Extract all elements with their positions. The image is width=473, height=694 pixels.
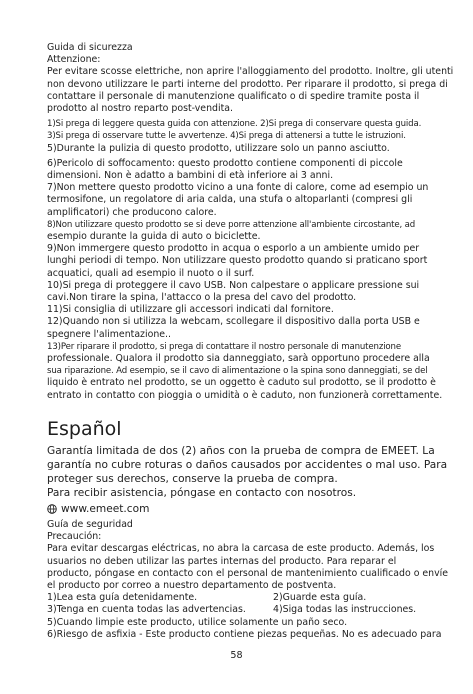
it-item-12-line: 12)Quando non si utilizza la webcam, scollegare il dispositivo dalla porta USB e — [47, 316, 420, 328]
es-instruction-6: 6)Riesgo de asfixia - Este producto contiene piezas pequeñas. No es adecuado para — [47, 628, 442, 640]
it-instruction-3-4: 3)Si prega di osservare tutte le avvertenze. 4)Si prega di attenersi a tutte le istruzioni. — [47, 131, 406, 142]
es-warranty — [47, 444, 448, 500]
text-line: prodotto al nostro reparto post-vendita. — [47, 103, 233, 115]
es-instruction-1: 1)Lea esta guía detenidamente. — [47, 592, 198, 604]
it-item-13-line: liquido è entrato nel prodotto, se un oggetto è caduto sul prodotto, se il prodotto è — [47, 377, 436, 389]
it-item-13-line: entrato in contatto con pioggia o umidità o è caduto, non funzionerà correttamente. — [47, 389, 443, 401]
it-item-10-line: cavi.Non tirare la spina, l'attacco o la presa del cavo del prodotto. — [47, 292, 357, 304]
it-instruction-5: 5)Durante la pulizia di questo prodotto, utilizzare solo un panno asciutto. — [47, 142, 390, 154]
it-item-7-line: amplificatori) che producono calore. — [47, 206, 217, 218]
page-number: 58 — [230, 650, 243, 661]
warranty-line: Garantía limitada de dos (2) años con la prueba de compra de EMEET. La — [47, 444, 435, 457]
es-instruction-row — [47, 604, 440, 616]
it-attention: Attenzione: — [47, 54, 101, 66]
es-precaution: Precaución: — [47, 531, 102, 543]
it-item-13-line: sua riparazione. Ad esempio, se il cavo di alimentazione o la spina sono danneggiati, se del — [47, 366, 428, 377]
it-instruction-1-2: 1)Si prega di leggere questa guida con attenzione. 2)Si prega di conservare questa guida. — [47, 119, 422, 130]
it-item-10-line: 10)Si prega di proteggere il cavo USB. Non calpestare o applicare pressione sui — [47, 279, 420, 291]
es-instruction-5: 5)Cuando limpie este producto, utilice solamente un paño seco. — [47, 616, 348, 628]
text-line: contattare il personale di manutenzione qualificato o di spedire tramite posta il — [47, 90, 420, 102]
it-item-9-line: lunghi periodi di tempo. Non utilizzare questo prodotto quando si praticano sport — [47, 255, 428, 267]
it-title: Guida di sicurezza — [47, 42, 133, 53]
it-item-12-line: spegnere l'alimentazione.. — [47, 328, 171, 340]
it-item-9-line: acquatici, quali ad esempio il nuoto o il surf. — [47, 267, 255, 279]
it-safety-intro — [47, 42, 454, 115]
es-instruction-3: 3)Tenga en cuenta todas las advertencias. — [47, 604, 246, 616]
text-line: el producto por correo a nuestro departamento de postventa. — [47, 579, 337, 591]
it-item-11: 11)Si consiglia di utilizzare gli accessori indicati dal fornitore. — [47, 304, 334, 316]
es-instruction-2: 2)Guarde esta guía. — [273, 592, 367, 604]
website-row — [47, 502, 440, 517]
es-instruction-4: 4)Siga todas las instrucciones. — [273, 604, 417, 616]
warranty-line: proteger sus derechos, conserve la prueba de compra. — [47, 472, 338, 485]
it-item-8-line: esempio durante la guida di auto o biciclette. — [47, 231, 261, 243]
it-item-8-line: 8)Non utilizzare questo prodotto se si deve porre attenzione all'ambiente circostante, ad — [47, 219, 416, 230]
es-safety-title: Guía de seguridad — [47, 518, 133, 530]
it-item-6-line: 6)Pericolo di soffocamento: questo prodotto contiene componenti di piccole — [47, 157, 403, 169]
text-line: Para evitar descargas eléctricas, no abra la carcasa de este producto. Además, los — [47, 543, 435, 555]
it-item-13-line: 13)Per riparare il prodotto, si prega di contattare il nostro personale di manutenzione — [47, 341, 401, 352]
text-line: producto, póngase en contacto con el personal de mantenimiento cualificado o envíe — [47, 567, 449, 579]
it-item-9-line: 9)Non immergere questo prodotto in acqua o esporlo a un ambiente umido per — [47, 243, 420, 255]
it-item-6-line: dimensioni. Non è adatto a bambini di età inferiore ai 3 anni. — [47, 170, 334, 182]
es-instruction-row — [47, 592, 440, 604]
es-section-heading: Español — [47, 417, 122, 440]
text-line: usuarios no deben utilizar las partes internas del producto. Para reparar el — [47, 555, 397, 567]
globe-icon — [47, 504, 57, 514]
it-item-7-line: 7)Non mettere questo prodotto vicino a una fonte di calore, come ad esempio un — [47, 182, 429, 194]
text-line: non devono utilizzare le parti interne del prodotto. Per riparare il prodotto, si prega di — [47, 78, 448, 90]
it-item-13-line: professionale. Qualora il prodotto sia danneggiato, sarà opportuno procedere alla — [47, 353, 430, 365]
warranty-line: garantía no cubre roturas o daños causados por accidentes o mal uso. Para — [47, 458, 448, 471]
text-line: Per evitare scosse elettriche, non aprire l'alloggiamento del prodotto. Inoltre, gli utenti — [47, 66, 454, 78]
it-item-7-line: termosifone, un regolatore di aria calda, una stufa o altoparlanti (compresi gli — [47, 194, 413, 206]
warranty-line: Para recibir asistencia, póngase en contacto con nosotros. — [47, 486, 357, 499]
website-link[interactable]: www.emeet.com — [61, 502, 150, 515]
manual-page — [47, 42, 454, 641]
